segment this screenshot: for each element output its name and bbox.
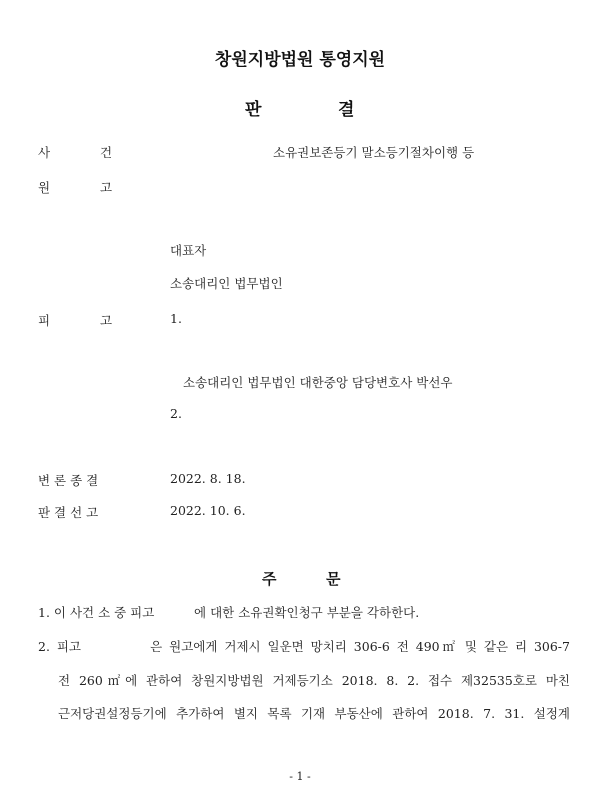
plaintiff-label-2: 고 [100, 180, 113, 195]
plaintiff-label-1: 원 [38, 180, 51, 195]
defendant-number-2: 2. [170, 406, 182, 421]
defendant-label-1: 피 [38, 313, 51, 328]
doc-title-char-1: 판 [245, 100, 262, 120]
order-line-1: 1. 이 사건 소 중 피고 에 대한 소유권확인청구 부분을 각하한다. [38, 605, 420, 620]
order-title-char-1: 주 [262, 570, 277, 588]
plaintiff-representative: 대표자 [170, 243, 207, 258]
order-title-char-2: 문 [326, 570, 341, 588]
order-line-2: 2. 피고 은 원고에게 거제시 일운면 망치리 306-6 전 490㎡ 및 같은 리 306-7 [38, 639, 570, 654]
defendant-label-2: 고 [100, 313, 113, 328]
doc-title-char-2: 결 [338, 100, 355, 120]
judgment-date: 2022. 10. 6. [170, 503, 246, 518]
hearing-closed-date: 2022. 8. 18. [170, 471, 246, 486]
case-label-1: 사 [38, 145, 51, 160]
court-name: 창원지방법원 통영지원 [214, 50, 386, 70]
order-line-4: 근저당권설정등기에 추가하여 별지 목록 기재 부동산에 관하여 2018. 7. 31. 설정계 [58, 706, 570, 721]
case-label-2: 건 [100, 145, 113, 160]
page-number: - 1 - [289, 770, 311, 783]
hearing-closed-label: 변 론 종 결 [38, 473, 99, 488]
order-line-3: 전 260㎡에 관하여 창원지방법원 거제등기소 2018. 8. 2. 접수 제32535호로 마친 [58, 673, 570, 688]
defendant-counsel: 소송대리인 법무법인 대한중앙 담당변호사 박선우 [183, 375, 453, 390]
plaintiff-counsel: 소송대리인 법무법인 [170, 276, 283, 291]
judgment-date-label: 판 결 선 고 [38, 505, 99, 520]
case-name: 소유권보존등기 말소등기절차이행 등 [273, 145, 475, 160]
defendant-number-1: 1. [170, 311, 182, 326]
